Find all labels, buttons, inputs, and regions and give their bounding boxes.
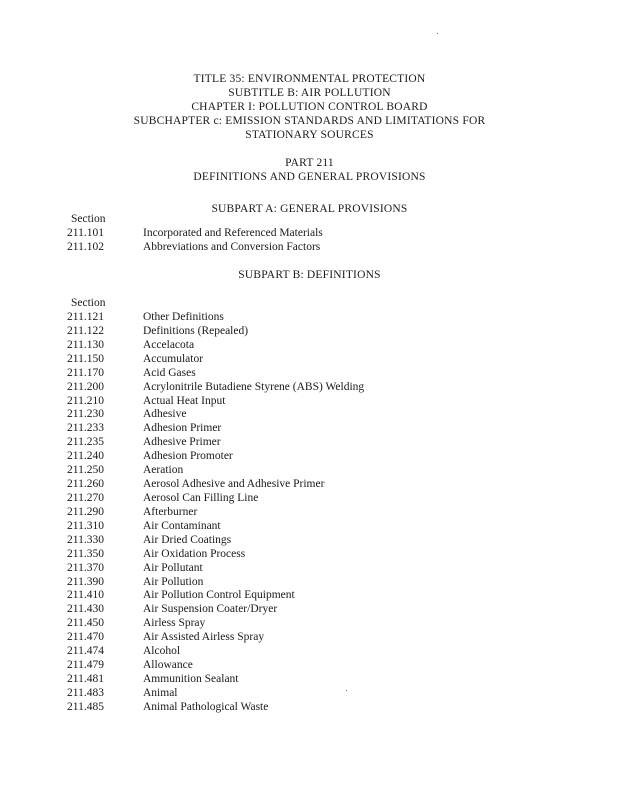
section-number: 211.230 [67, 408, 104, 421]
section-number: 211.310 [67, 519, 104, 532]
section-name: Accelacota [143, 338, 195, 351]
section-name: Adhesion Promoter [143, 450, 233, 463]
subtitle-line: SUBTITLE B: AIR POLLUTION [228, 87, 391, 99]
section-name: Acrylonitrile Butadiene Styrene (ABS) Welding [143, 380, 365, 393]
section-entry [0, 339, 619, 353]
section-name: Aerosol Can Filling Line [143, 491, 259, 504]
section-entry [0, 422, 619, 436]
section-name: Air Pollutant [143, 561, 203, 574]
section-entry [0, 659, 619, 673]
section-number: 211.410 [67, 589, 104, 602]
section-name: Abbreviations and Conversion Factors [143, 240, 321, 253]
title-line: TITLE 35: ENVIRONMENTAL PROTECTION [193, 73, 426, 85]
section-name: Alcohol [143, 645, 181, 658]
subpart-b-section-list [0, 311, 619, 715]
section-number: 211.101 [67, 227, 104, 239]
section-name: Air Pollution [143, 575, 204, 588]
section-name: Accumulator [143, 352, 204, 365]
section-entry [0, 673, 619, 687]
section-name: Airless Spray [143, 617, 206, 630]
section-entry [0, 436, 619, 450]
section-name: Air Dried Coatings [143, 533, 232, 546]
section-entry [0, 534, 619, 548]
section-entry [0, 325, 619, 339]
section-number: 211.474 [67, 645, 104, 658]
section-entry [0, 687, 619, 701]
section-name: Air Assisted Airless Spray [143, 631, 265, 644]
section-number: 211.470 [67, 631, 104, 644]
scan-speck [346, 690, 347, 691]
section-name: Adhesive Primer [143, 436, 221, 449]
section-number: 211.350 [67, 547, 104, 560]
section-name: Incorporated and Referenced Materials [143, 227, 323, 239]
section-number: 211.200 [67, 380, 104, 393]
section-entry [0, 701, 619, 715]
section-name: Animal [143, 686, 178, 699]
subpart-a-section-label: Section [71, 213, 106, 225]
section-entry [0, 395, 619, 409]
section-name: Aeration [143, 464, 184, 477]
section-number: 211.122 [67, 324, 104, 337]
section-entry [0, 589, 619, 603]
section-name: Air Contaminant [143, 519, 221, 532]
section-number: 211.479 [67, 659, 104, 672]
section-name: Actual Heat Input [143, 394, 226, 407]
subchapter-line: SUBCHAPTER c: EMISSION STANDARDS AND LIMITATIONS FOR [133, 115, 486, 127]
section-number: 211.483 [67, 686, 104, 699]
section-name: Acid Gases [143, 366, 196, 379]
section-entry [0, 367, 619, 381]
subpart-b-title: SUBPART B: DEFINITIONS [238, 269, 381, 281]
section-entry [0, 492, 619, 506]
part-heading [0, 156, 619, 184]
subpart-a-title: SUBPART A: GENERAL PROVISIONS [211, 203, 408, 215]
section-name: Animal Pathological Waste [143, 700, 269, 713]
section-entry [0, 227, 619, 241]
section-number: 211.235 [67, 436, 104, 449]
section-entry [0, 603, 619, 617]
section-entry [0, 631, 619, 645]
section-number: 211.130 [67, 338, 104, 351]
section-number: 211.390 [67, 575, 104, 588]
section-name: Allowance [143, 659, 193, 672]
section-entry [0, 478, 619, 492]
section-number: 211.430 [67, 603, 104, 616]
section-number: 211.485 [67, 700, 104, 713]
section-entry [0, 241, 619, 255]
section-entry [0, 464, 619, 478]
section-number: 211.370 [67, 561, 104, 574]
document-header [0, 72, 619, 142]
section-name: Air Oxidation Process [143, 547, 246, 560]
section-entry [0, 506, 619, 520]
section-name: Aerosol Adhesive and Adhesive Primer [143, 478, 325, 491]
part-title: DEFINITIONS AND GENERAL PROVISIONS [193, 171, 426, 183]
scan-speck [437, 33, 438, 34]
subchapter-cont-line: STATIONARY SOURCES [245, 129, 374, 141]
section-entry [0, 311, 619, 325]
section-number: 211.210 [67, 394, 104, 407]
section-entry [0, 450, 619, 464]
section-entry [0, 381, 619, 395]
section-entry [0, 617, 619, 631]
section-number: 211.450 [67, 617, 104, 630]
subpart-a-section-list [0, 227, 619, 255]
section-entry [0, 562, 619, 576]
section-entry [0, 576, 619, 590]
section-name: Air Pollution Control Equipment [143, 589, 295, 602]
section-number: 211.290 [67, 505, 104, 518]
subpart-b-heading [0, 268, 619, 282]
section-name: Other Definitions [143, 311, 224, 323]
section-number: 211.250 [67, 464, 104, 477]
section-entry [0, 353, 619, 367]
subpart-b-section-label: Section [71, 297, 106, 309]
section-name: Adhesive [143, 408, 187, 421]
section-number: 211.102 [67, 240, 104, 253]
section-number: 211.481 [67, 672, 104, 685]
section-number: 211.260 [67, 478, 104, 491]
section-number: 211.270 [67, 491, 104, 504]
section-number: 211.240 [67, 450, 104, 463]
section-name: Air Suspension Coater/Dryer [143, 603, 278, 616]
section-entry [0, 645, 619, 659]
section-entry [0, 520, 619, 534]
part-label: PART 211 [285, 157, 334, 169]
chapter-line: CHAPTER I: POLLUTION CONTROL BOARD [191, 101, 428, 113]
section-entry [0, 408, 619, 422]
section-name: Definitions (Repealed) [143, 324, 249, 337]
section-name: Afterburner [143, 505, 198, 518]
section-name: Adhesion Primer [143, 422, 222, 435]
section-number: 211.121 [67, 311, 104, 323]
section-name: Ammunition Sealant [143, 672, 239, 685]
section-number: 211.330 [67, 533, 104, 546]
section-number: 211.233 [67, 422, 104, 435]
section-entry [0, 548, 619, 562]
section-number: 211.170 [67, 366, 104, 379]
section-number: 211.150 [67, 352, 104, 365]
